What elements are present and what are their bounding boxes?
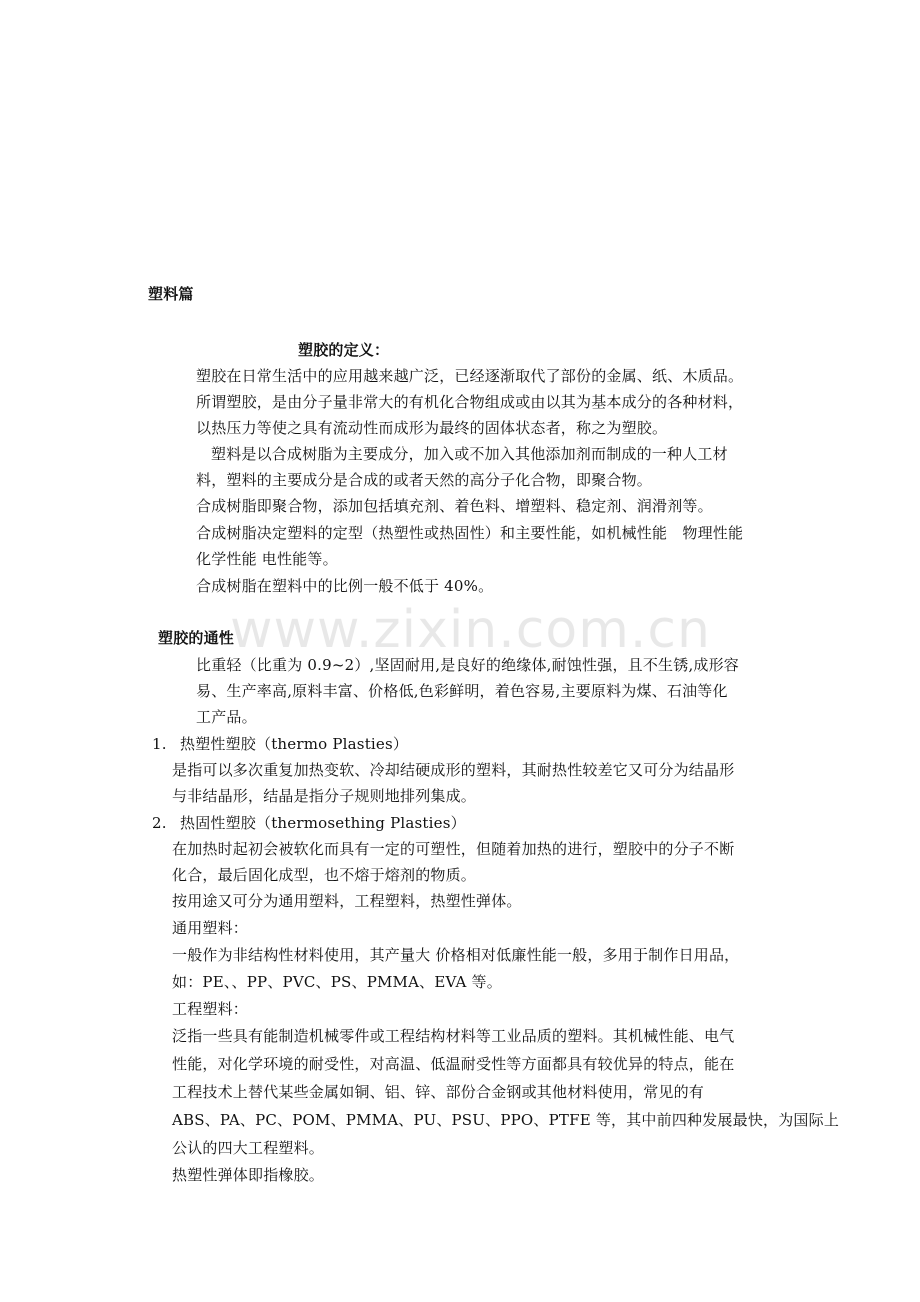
properties-line: 比重轻（比重为 0.9~2）,坚固耐用,是良好的绝缘体,耐蚀性强，且不生锈,成形容 — [196, 656, 740, 674]
definition-line: 合成树脂决定塑料的定型（热塑性或热固性）和主要性能，如机械性能 物理性能 — [196, 524, 744, 542]
definition-line: 塑胶在日常生活中的应用越来越广泛，已经逐渐取代了部份的金属、纸、木质品。 — [196, 367, 744, 385]
definition-line: 以热压力等使之具有流动性而成形为最终的固体状态者，称之为塑胶。 — [196, 419, 668, 437]
definition-line: 塑料是以合成树脂为主要成分，加入或不加入其他添加剂而制成的一种人工材 — [211, 445, 728, 463]
properties-line: 工产品。 — [196, 708, 257, 726]
list-number: 2. — [152, 814, 167, 832]
definition-line: 化学性能 电性能等。 — [196, 550, 338, 568]
definition-line: 合成树脂即聚合物，添加包括填充剂、着色料、增塑料、稳定剂、润滑剂等。 — [196, 497, 713, 515]
list-item-line: 如：PE、、PP、PVC、PS、PMMA、EVA 等。 — [172, 973, 502, 991]
watermark-text: www.zixin.com.cn — [230, 600, 711, 660]
definition-heading: 塑胶的定义： — [298, 341, 390, 359]
properties-line: 易、生产率高,原料丰富、价格低,色彩鲜明，着色容易,主要原料为煤、石油等化 — [196, 682, 728, 700]
list-item-heading: 热固性塑胶（thermosething Plasties） — [180, 814, 466, 832]
list-item-line: 通用塑料： — [172, 919, 249, 937]
list-item-line: 化合，最后固化成型，也不熔于熔剂的物质。 — [172, 866, 477, 884]
list-item-line: 工程技术上替代某些金属如铜、铝、锌、部份合金钢或其他材料使用，常见的有 — [172, 1083, 705, 1101]
list-item-line: 在加热时起初会被软化而具有一定的可塑性，但随着加热的进行，塑胶中的分子不断 — [172, 840, 735, 858]
list-item-line: 性能，对化学环境的耐受性，对高温、低温耐受性等方面都具有较优异的特点，能在 — [172, 1055, 735, 1073]
definition-line: 料，塑料的主要成分是合成的或者天然的高分子化合物，即聚合物。 — [196, 471, 653, 489]
list-item-line: 一般作为非结构性材料使用，其产量大 价格相对低廉性能一般，多用于制作日用品， — [172, 946, 740, 964]
list-item-line: 热塑性弹体即指橡胶。 — [172, 1166, 325, 1184]
definition-line: 所谓塑胶，是由分子量非常大的有机化合物组成或由以其为基本成分的各种材料， — [196, 393, 744, 411]
list-item-line: 泛指一些具有能制造机械零件或工程结构材料等工业品质的塑料。其机械性能、电气 — [172, 1027, 735, 1045]
list-item-line: 与非结晶形，结晶是指分子规则地排列集成。 — [172, 787, 477, 805]
list-item-line: 按用途又可分为通用塑料，工程塑料，热塑性弹体。 — [172, 892, 522, 910]
definition-line: 合成树脂在塑料中的比例一般不低于 40%。 — [196, 577, 494, 595]
list-item-line: 是指可以多次重复加热变软、冷却结硬成形的塑料，其耐热性较差它又可分为结晶形 — [172, 761, 735, 779]
list-item-heading: 热塑性塑胶（thermo Plasties） — [180, 735, 409, 753]
document-title: 塑料篇 — [148, 285, 194, 303]
list-number: 1. — [152, 735, 167, 753]
list-item-line: ABS、PA、PC、POM、PMMA、PU、PSU、PPO、PTFE 等，其中前四种发展最快，为国际上 — [172, 1111, 840, 1129]
properties-heading: 塑胶的通性 — [158, 629, 235, 647]
list-item-line: 公认的四大工程塑料。 — [172, 1139, 325, 1157]
list-item-line: 工程塑料： — [172, 1000, 249, 1018]
